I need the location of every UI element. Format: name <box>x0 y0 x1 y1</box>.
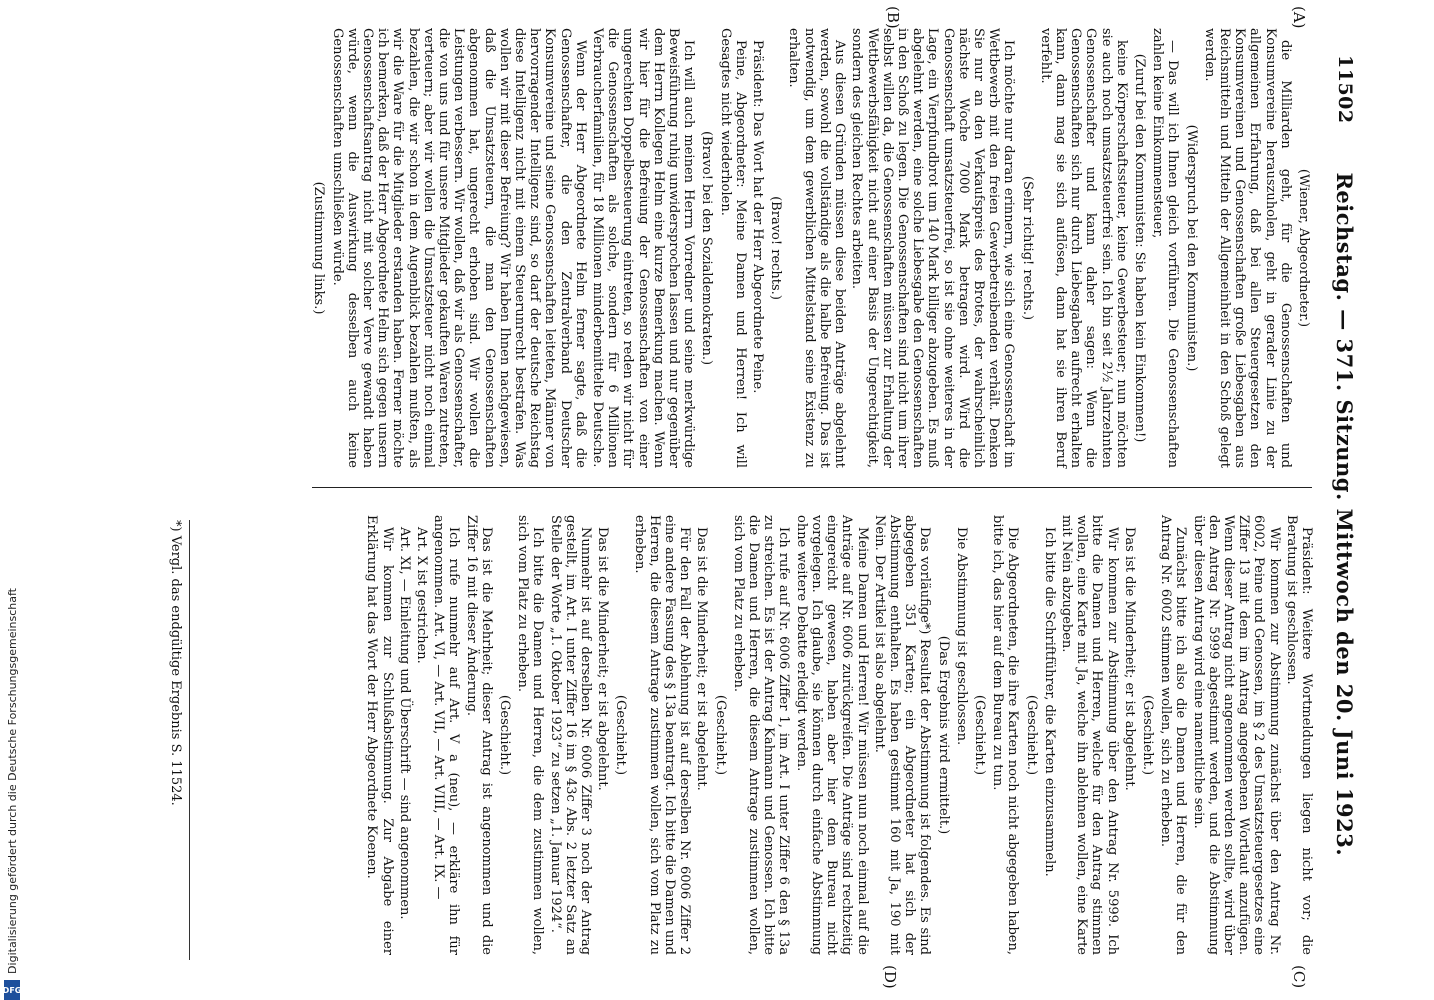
paragraph: Ich rufe nunmehr auf Art. V a (neu), — erkläre ihn für angenommen. Art. VI, — Art. VII, — Art. VIII, — Art. IX. — <box>431 515 462 955</box>
stage-direction: (Zuruf bei den Kommunisten: Sie haben kein Einkommen!) <box>1131 53 1147 443</box>
paragraph: Ich will auch meinen Herrn Vorredner und seine merkwürdige Beweisführung ruhig unwidersprochen lassen und nur gegenüber dem Herrn Kollegen Helm eine kurze Bemerkung machen. Wenn wir hier für die Befreiung der Genossenschaften von einer ungerechten Doppelbesteuerung eintreten, so reden wir nicht für die Genossenschaften als solche, sondern für 6 Millionen Verbraucherfamilien, für 18 Millionen minderbemittelte Deutsche. <box>590 28 697 468</box>
stage-direction: (Geschieht.) <box>1023 694 1039 776</box>
margin-letter-c: (C) <box>1290 965 1308 989</box>
footnote: *) Vergl. das endgültige Ergebnis S. 11524. <box>168 520 190 960</box>
margin-letter-d: (D) <box>881 965 899 989</box>
document-page <box>2 0 1372 1000</box>
paragraph: Peine, Abgeordneter: Meine Damen und Herren! Ich will Gesagtes nicht wiederholen. <box>717 28 748 468</box>
stage-direction: (Bravo! bei den Sozialdemokraten.) <box>699 130 715 366</box>
page-title: Reichstag. — 371. Sitzung. Mittwoch den 20. Juni 1923. <box>1332 172 1358 857</box>
paragraph: Wir kommen zur Schlußabstimmung. Zur Abgabe einer Erklärung hat das Wort der Herr Abgeordnete Koenen. <box>364 515 395 955</box>
paragraph: Zunächst bitte ich also die Damen und Herren, die für den Antrag Nr. 6002 stimmen wollen, sich zu erheben. <box>1158 515 1189 955</box>
paragraph: Für den Fall der Ablehnung ist auf derselben Nr. 6006 Ziffer 2 eine andere Fassung des § 13a beantragt. Ich bitte die Damen und Herren, die diesem Antrage zustimmen wollen, sich vom Platz zu erheben. <box>631 515 693 955</box>
stage-direction: (Bravo! rechts.) <box>768 196 784 300</box>
paragraph: die Milliarden geht, für die Genossenschaften und Konsumvereine herauszuholen, geht in gerader Linie zu der allgemeinen Erfahrung, daß bei allen Steuergesetzen den Konsumvereinen und Genossenschaften große Liebesgaben aus Reichsmitteln und Mitteln der Allgemeinheit in den Schoß gelegt werden. <box>1201 28 1293 468</box>
stage-direction: (Geschieht.) <box>1139 694 1155 776</box>
paragraph: — Das will ich Ihnen gleich vorführen. Die Genossenschaften zahlen keine Einkommensteuer, <box>1150 28 1181 468</box>
paragraph: Nunmehr ist auf derselben Nr. 6006 Ziffer 3 noch der Antrag gestellt, im Art. I unter Ziffer 16 im § 43c Abs. 2 letzter Satz an Stelle der Worte „1. Oktober 1923“ zu setzen „1. Januar 1924“. <box>547 515 594 955</box>
stage-direction: (Geschieht.) <box>971 694 987 776</box>
column-divider <box>312 487 1312 488</box>
page-header <box>1328 55 1362 955</box>
paragraph: Ich bitte die Schriftführer, die Karten einzusammeln. <box>1041 527 1057 877</box>
paragraph: Die Abgeordneten, die ihre Karten noch nicht abgegeben haben, bitte ich, das hier auf dem Bureau zu tun. <box>990 515 1021 955</box>
stage-direction: (Widerspruch bei den Kommunisten.) <box>1183 124 1199 372</box>
stage-direction: (Wiener, Abgeordneter.) <box>1296 168 1311 328</box>
paragraph: Das ist die Minderheit; er ist abgelehnt. <box>1121 527 1137 791</box>
margin-letter-b: (B) <box>884 6 902 29</box>
paragraph: Art. XI, — Einleitung und Überschrift — sind angenommen. <box>396 527 412 920</box>
paragraph: Art. X ist gestrichen. <box>414 527 430 664</box>
paragraph: Das ist die Minderheit; er ist abgelehnt. <box>595 527 611 791</box>
paragraph: Präsident: Das Wort hat der Herr Abgeordnete Peine. <box>750 40 766 394</box>
paragraph: Das vorläufige*) Resultat der Abstimmung ist folgendes. Es sind abgegeben 351 Karten; ein Abgeordneter hat sich der Abstimmung enthalten. Es haben gestimmt 160 mit Ja, 190 mit Nein. Der Artikel ist also abgelehnt. <box>871 515 933 955</box>
paragraph: Präsident: Weitere Wortmeldungen liegen nicht vor; die Beratung ist geschlossen. <box>1283 515 1314 955</box>
stage-direction: (Geschieht.) <box>613 694 629 776</box>
paragraph: Wenn der Herr Abgeordnete Helm ferner sagte, daß die Genossenschafter, die den Zentralverband Deutscher Konsumvereine und seine Genossenschaften leiteten, Männer von hervorragender Intelligenz sind, so darf der deutsche Reichstag diese Intelligenz nicht mit einem Steuerunrecht bestrafen. Was wollen wir mit dieser Befreiung? Wir haben Ihnen nachgewiesen, daß die Umsatzsteuern, die man den Genossenschaften abgenommen hat, ungerecht erhoben sind. Wir wollen die Leistungen verbessern. Wir wollen, daß wir als Genossenschafter, die von uns und für unsere Mitglieder gekauften Waren zutreten, verteuern; aber wir wollen die Umsatzsteuer nicht noch einmal bezahlen, die wir schon in dem Augenblick bezahlen mußten, als wir die Ware für die Mitglieder erstanden haben. Ferner möchte ich bemerken, daß der Herr Abgeordnete Helm sich gegen unsern Genossenschaftsantrag nicht mit solcher Verve gewandt haben würde, wenn die Auswirkung desselben auch keine Genossenschaften umschließen würde. <box>329 28 588 468</box>
margin-letter-a: (A) <box>1290 6 1308 29</box>
dfg-logo-icon: DFG <box>4 980 20 1000</box>
paragraph: Das ist die Minderheit; er ist abgelehnt. <box>694 527 710 791</box>
stage-direction: (Zustimmung links.) <box>311 181 327 315</box>
paragraph: Wir kommen zur Abstimmung zunächst über den Antrag Nr. 6002, Peine und Genossen, im § 2 des Umsatzsteuergesetzes eine Ziffer 13 mit dem im Antrag angegebenen Wortlaut anzufügen. Wenn dieser Antrag nicht angenommen werden sollte, wird über den Antrag Nr. 5999 abgestimmt werden, und die Abstimmung über diesen Antrag wird eine namentliche sein. <box>1190 515 1282 955</box>
right-column <box>314 515 1314 955</box>
stage-direction: (Sehr richtig! rechts.) <box>1019 175 1035 321</box>
paragraph: Aus diesen Gründen müssen diese beiden Anträge abgelehnt werden, sowohl die vollständige als die halbe Befreiung. Das ist notwendig, um dem gewerblichen Mittelstand seine Existenz zu erhalten. <box>786 28 848 468</box>
digitization-credit <box>0 0 24 1000</box>
paragraph: Das ist die Mehrheit; dieser Antrag ist angenommen und die Ziffer 16 mit dieser Änderung. <box>463 515 494 955</box>
paragraph: Wir kommen zur Abstimmung über den Antrag Nr. 5999. Ich bitte die Damen und Herren, welche für den Antrag stimmen wollen, eine Karte mit Ja, welche ihn ablehnen wollen, eine Karte mit Nein abzugeben. <box>1058 515 1120 955</box>
stage-direction: (Geschieht.) <box>497 694 513 776</box>
paragraph: Meine Damen und Herren! Wir müssen nun noch einmal auf die Anträge auf Nr. 6006 zurückgreifen. Die Anträge sind rechtzeitig eingereicht gewesen, haben aber hier dem Bureau nicht vorgelegen. Ich glaube, sie können durch einfache Abstimmung ohne weitere Debatte erledigt werden. <box>793 515 870 955</box>
paragraph: Ich bitte die Damen und Herren, die dem zustimmen wollen, sich vom Platz zu erheben. <box>515 515 546 955</box>
left-column <box>311 28 1314 468</box>
stage-direction: (Das Ergebnis wird ermittelt.) <box>935 635 951 835</box>
paragraph: Ich möchte nur daran erinnern, wie sich eine Genossenschaft im Wettbewerb mit den freien Gewerbetreibenden verhält. Denken Sie nur an den Verkaufspreis des Brotes, der wahrscheinlich nächste Woche 7000 Mark betragen wird. Wird die Genossenschaft umsatzsteuerfrei, so ist sie ohne weiteres in der Lage, ein Vierpfundbrot um 140 Mark billiger abzugeben. Es muß abgelehnt werden, eine solche Liebesgabe den Genossenschaften in den Schoß zu legen. Die Genossenschaften sind nicht um ihrer selbst willen da, die Genossenschaften müssen zur Erhaltung der Wettbewerbsfähigkeit nicht auf einer Basis der Ungerechtigkeit, sondern des gleichen Rechtes arbeiten. <box>849 28 1017 468</box>
paragraph: Ich rufe auf Nr. 6006 Ziffer 1, im Art. I unter Ziffer 6 den § 13a zu streichen. Es ist der Antrag Kahmann und Genossen. Ich bitte die Damen und Herren, die diesem Antrage zustimmen wollen, sich vom Platz zu erheben. <box>730 515 792 955</box>
stage-direction: (Geschieht.) <box>712 694 728 776</box>
paragraph: keine Körperschaftssteuer, keine Gewerbesteuer; nun möchten sie auch noch umsatzsteuerfrei sein. Ich bin seit 2½ Jahrzehnten Genossenschafter und kann daher sagen: Wenn die Genossenschaften sich nur durch Liebesgaben aufrecht erhalten kann, dann mag sie sich auflösen, dann hat sie ihren Beruf verfehlt. <box>1037 28 1129 468</box>
credit-text: Digitalisierung gefördert durch die Deutsche Forschungsgemeinschaft <box>5 588 19 974</box>
page-number: 11502 <box>1334 55 1356 124</box>
paragraph: Die Abstimmung ist geschlossen. <box>953 527 969 746</box>
